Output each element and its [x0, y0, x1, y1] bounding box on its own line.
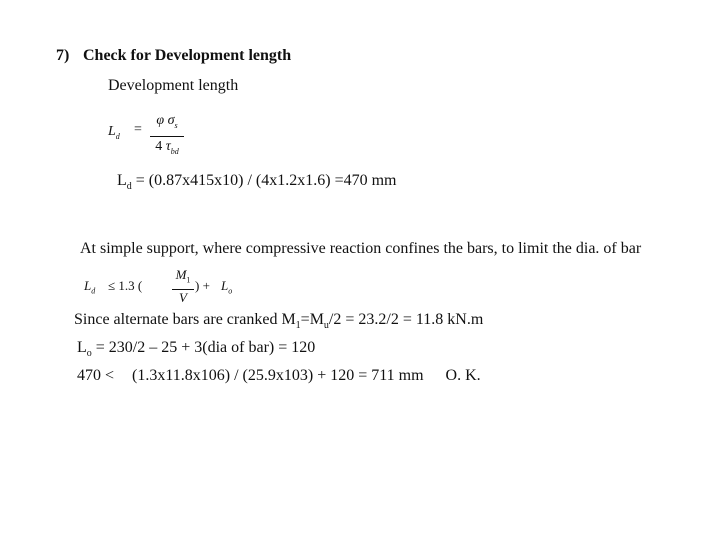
formula2-close: ) +: [195, 278, 210, 293]
ld-calculation: $L_d = (0.87x415x10) / (4x1.2x1.6) =470$ mm: [117, 172, 397, 193]
support-text: At simple support, where compressive reaction confines the bars, to limit the dia. of bar: [80, 240, 642, 257]
alternate-bars-line: Since alternate bars are cranked $M_1=M_u/2 = 23.2/2 = 11.8$ kN.m: [74, 311, 484, 332]
formula2-denominator: V: [179, 289, 187, 305]
check-result: O. K.: [445, 367, 481, 384]
fraction-bar: [150, 136, 184, 137]
lo-line: $L_o = 230/2 - 25 + 3(dia$ of bar) = 120: [77, 339, 316, 360]
formula-numerator: φ $\sigma_s$: [156, 113, 178, 130]
formula2-term: $L_o$: [221, 278, 233, 296]
section-heading: [56, 47, 291, 65]
formula-fraction: [150, 113, 184, 160]
formula2-relation: ≤ 1.3 (: [108, 278, 143, 293]
formula2-fraction: [172, 268, 194, 305]
formula-equals: =: [134, 122, 142, 137]
subheading: Development length: [108, 77, 239, 94]
formula2-numerator: $M_1$: [175, 267, 191, 285]
formula2-lhs: $L_d$: [84, 278, 96, 296]
check-lhs: 470 <: [77, 367, 115, 384]
section-title: Check for Development length: [83, 47, 292, 64]
check-line: [77, 367, 481, 385]
section-number: 7): [56, 47, 70, 64]
check-expression: (1.3x11.8x106) / (25.9x103) + 120 = 711 mm: [132, 367, 424, 384]
formula-denominator: 4 $\tau_{bd}$: [155, 138, 179, 156]
formula-lhs: $L_d$: [108, 124, 120, 141]
